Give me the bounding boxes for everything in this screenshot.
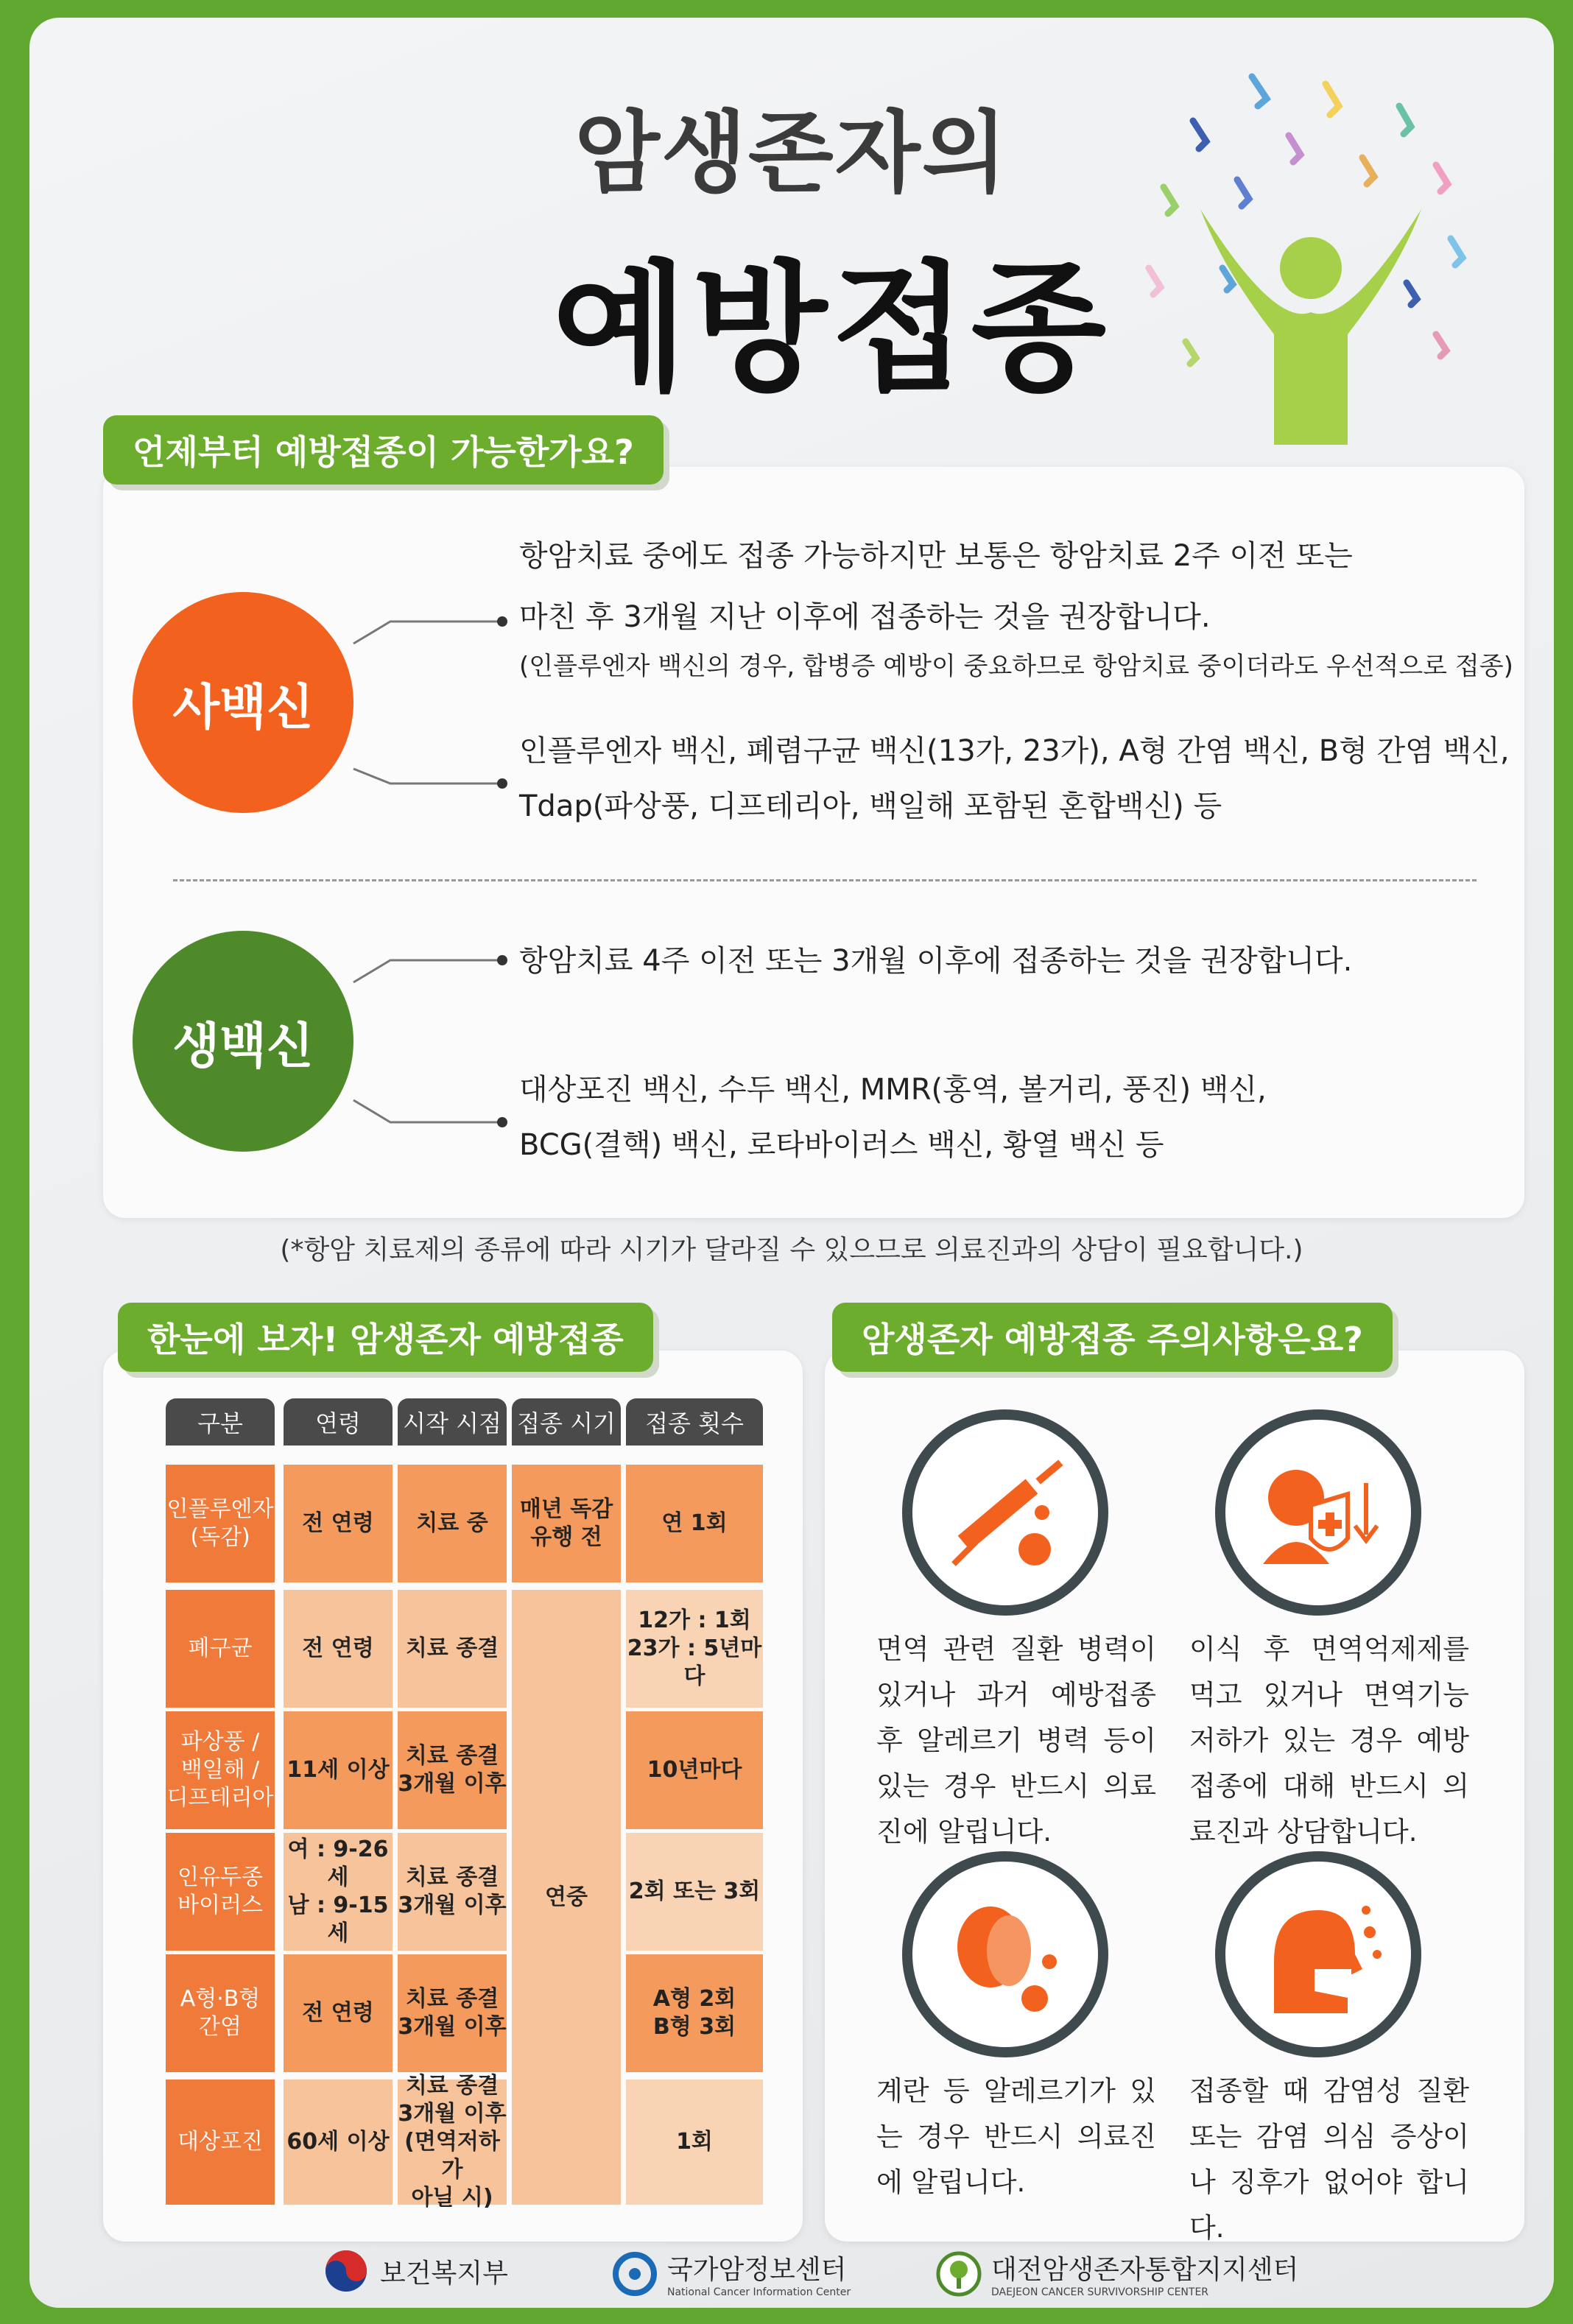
inactivated-text1-line2: 마친 후 3개월 지난 이후에 접종하는 것을 권장합니다. xyxy=(519,600,1211,634)
immune-shield-icon xyxy=(1215,1409,1421,1616)
table-cell-timing-merged: 연중 xyxy=(512,1590,621,2205)
table-row-label: 인플루엔자 (독감) xyxy=(166,1465,275,1582)
table-row-label: A형·B형 간염 xyxy=(166,1954,275,2072)
table-row-label: 인유두종 바이러스 xyxy=(166,1833,275,1951)
title-line2: 예방접종 xyxy=(552,247,1111,410)
syringe-virus-icon xyxy=(902,1409,1108,1616)
table-header-cell: 접종 시기 xyxy=(512,1398,621,1446)
live-text2-line2: BCG(결핵) 백신, 로타바이러스 백신, 황열 백신 등 xyxy=(519,1128,1164,1162)
inactivated-text2-line1: 인플루엔자 백신, 폐렴구균 백신(13가, 23가), A형 간염 백신, B형 간염 백신, xyxy=(519,734,1510,768)
ncic-name: 국가암정보센터 xyxy=(667,2255,847,2285)
footnote: (*항암 치료제의 종류에 따라 시기가 달라질 수 있으므로 의료진과의 상담이 필요합니다.) xyxy=(280,1235,1303,1265)
table-cell-start: 치료 종결 3개월 이후 xyxy=(398,1954,507,2072)
table-cell-start: 치료 종결 3개월 이후 (면역저하가 아닐 시) xyxy=(398,2073,507,2211)
inactivated-vaccine-label: 사백신 xyxy=(172,678,314,736)
live-vaccine-label: 생백신 xyxy=(172,1017,314,1074)
table-cell-age: 60세 이상 xyxy=(284,2080,393,2205)
table-row-label: 대상포진 xyxy=(166,2080,275,2205)
bullet xyxy=(497,955,507,965)
section-divider xyxy=(173,879,1477,881)
ribbon-tree-illustration xyxy=(1105,47,1517,459)
taegeuk-icon xyxy=(324,2249,368,2293)
table-cell-timing: 매년 독감 유행 전 xyxy=(512,1465,621,1582)
caution-text-1: 면역 관련 질환 병력이 있거나 과거 예방접종 후 알레르기 병력 등이 있는 경우 반드시 의료진에 알립니다. xyxy=(876,1633,1156,1848)
egg-allergy-icon xyxy=(902,1851,1108,2057)
bullet xyxy=(497,778,507,789)
table-header-cell: 연령 xyxy=(284,1398,393,1446)
djcsc-name: 대전암생존자통합지지센터 xyxy=(991,2255,1299,2285)
table-row-label: 폐구균 xyxy=(166,1590,275,1708)
table-cell-count: 연 1회 xyxy=(626,1465,763,1582)
caution-text-3: 계란 등 알레르기가 있는 경우 반드시 의료진에 알립니다. xyxy=(876,2075,1156,2198)
table-cell-age: 전 연령 xyxy=(284,1590,393,1708)
bullet xyxy=(497,616,507,627)
djcsc-sub: DAEJEON CANCER SURVIVORSHIP CENTER xyxy=(991,2286,1209,2298)
table-cell-start: 치료 종결 3개월 이후 xyxy=(398,1833,507,1951)
table-cell-age: 전 연령 xyxy=(284,1954,393,2072)
mohw-logo xyxy=(324,2249,508,2293)
table-cell-count: A형 2회 B형 3회 xyxy=(626,1954,763,2072)
ncic-sub: National Cancer Information Center xyxy=(667,2286,851,2298)
live-text1: 항암치료 4주 이전 또는 3개월 이후에 접종하는 것을 권장합니다. xyxy=(519,944,1353,978)
live-vaccine-badge xyxy=(133,931,353,1152)
table-header-cell: 시작 시점 xyxy=(398,1398,507,1446)
table-cell-start: 치료 종결 3개월 이후 xyxy=(398,1711,507,1829)
section3-tag: 암생존자 예방접종 주의사항은요? xyxy=(832,1303,1393,1372)
connector-lines-2 xyxy=(346,938,508,1130)
caution-text-2: 이식 후 면역억제제를 먹고 있거나 면역기능 저하가 있는 경우 예방접종에 대해 반드시 의료진과 상담합니다. xyxy=(1189,1633,1469,1848)
inactivated-text1-line1: 항암치료 중에도 접종 가능하지만 보통은 항암치료 2주 이전 또는 xyxy=(519,539,1353,573)
section2-tag: 한눈에 보자! 암생존자 예방접종 xyxy=(118,1303,653,1372)
tree-emblem-icon xyxy=(935,2250,982,2297)
connector-lines-1 xyxy=(346,599,508,798)
table-cell-age: 11세 이상 xyxy=(284,1711,393,1829)
table-cell-age: 전 연령 xyxy=(284,1465,393,1582)
table-cell-count: 1회 xyxy=(626,2080,763,2205)
table-cell-count: 12가 : 1회 23가 : 5년마다 xyxy=(626,1590,763,1708)
title-line1: 암생존자의 xyxy=(574,102,1009,205)
table-cell-count: 2회 또는 3회 xyxy=(626,1833,763,1951)
caution-text-4: 접종할 때 감염성 질환 또는 감염 의심 증상이나 징후가 없어야 합니다. xyxy=(1189,2075,1469,2244)
mohw-name: 보건복지부 xyxy=(380,2258,508,2289)
inactivated-vaccine-badge xyxy=(133,592,353,813)
bullet xyxy=(497,1117,507,1127)
footer-logos xyxy=(29,2249,1554,2308)
inactivated-text2-line2: Tdap(파상풍, 디프테리아, 백일해 포함된 혼합백신) 등 xyxy=(519,789,1222,823)
table-cell-start: 치료 중 xyxy=(398,1465,507,1582)
inactivated-note: (인플루엔자 백신의 경우, 합병증 예방이 중요하므로 항암치료 중이더라도 우선적으로 접종) xyxy=(519,652,1513,681)
table-cell-start: 치료 종결 xyxy=(398,1590,507,1708)
ncic-emblem-icon xyxy=(611,2252,658,2296)
table-cell-age: 여 : 9-26세 남 : 9-15세 xyxy=(284,1833,393,1951)
poster xyxy=(29,18,1554,2308)
table-row-label: 파상풍 / 백일해 / 디프테리아 xyxy=(166,1711,275,1829)
ncic-logo xyxy=(611,2249,851,2298)
djcsc-logo xyxy=(935,2249,1298,2298)
table-header-cell: 접종 횟수 xyxy=(626,1398,763,1446)
section1-tag: 언제부터 예방접종이 가능한가요? xyxy=(103,415,664,485)
table-cell-count: 10년마다 xyxy=(626,1711,763,1829)
live-text2-line1: 대상포진 백신, 수두 백신, MMR(홍역, 볼거리, 풍진) 백신, xyxy=(519,1073,1267,1107)
table-header-cell: 구분 xyxy=(166,1398,275,1446)
cough-mask-icon xyxy=(1215,1851,1421,2057)
